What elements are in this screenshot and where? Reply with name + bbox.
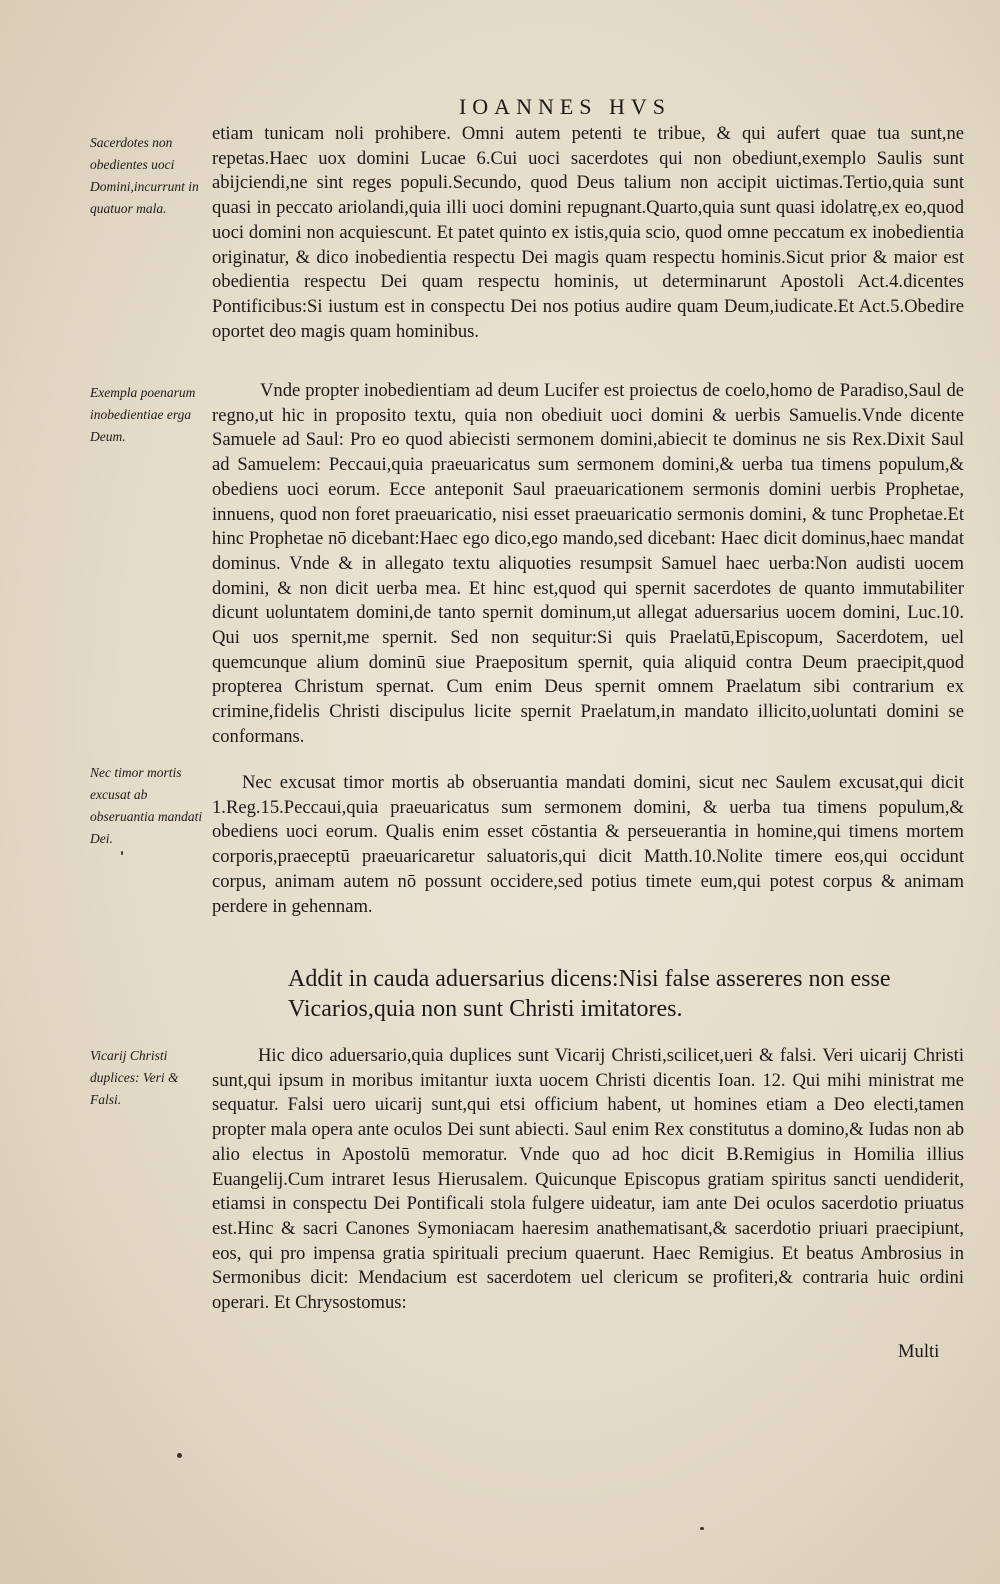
marginal-note-sacerdotes: Sacerdotes non obedientes uoci Domini,incurrunt in quatuor mala. bbox=[90, 135, 199, 216]
marginal-note-timor: Nec timor mortis excusat ab obseruantia mandati Dei. bbox=[90, 765, 203, 846]
paragraph-obedience: etiam tunicam noli prohibere. Omni autem petenti te tribue, & qui aufert quae tua sunt,ne repetas.Haec uox domini Lucae 6.Cui uoci sacerdotes qui non obediunt,exemplo Saulis sunt abijciendi,ne sint reges populi.Secundo, quod Deus talium non accipit uictimas.Tertio,quia sunt quasi in peccato ariolandi,quia illi uoci domini repugnant.Quarto,quia sunt quasi idolatrę,ex eo,quod uoci domini non acquiescunt. Et patet quinto ex istis,quia scio, quod omne peccatum ex inobedientia originatur, & dico inobedientia respectu Dei magis quam respectu hominis.Sicut prior & maior est obedientia respectu Dei quam respectu hominis, ut determinarunt Apostoli Act.4.dicentes Pontificibus:Si iustum est in conspectu Dei nos potius audire quam Deum,iudicate.Et Act.5.Obedire oportet deo magis quam hominibus. bbox=[212, 123, 964, 342]
marginal-note-vicarij: Vicarij Christi duplices: Veri & Falsi. bbox=[90, 1048, 179, 1107]
ink-speck bbox=[121, 851, 123, 855]
paragraph-disobedience-examples: Vnde propter inobedientiam ad deum Lucifer est proiectus de coelo,homo de Paradiso,Saul de regno,ut hic in proposito textu, quia non obediuit uoci domini & uerbis Samuelis.Vnde dicente Samuele ad Saul: Pro eo quod abiecisti sermonem domini,abiecit te dominus ne sis Rex.Dixit Saul ad Samuelem: Peccaui,quia praeuaricatus sum sermonem domini,& uerba tua timens populum,& obediens uoci eorum. Ecce anteponit Saul praeuaricationem sermonis domini uerbis Prophetae, innuens, quod non foret praeuaricatio, nisi esset praeuaricatio sermonis domini, & tunc Prophetae.Et hinc Prophetae nō dicebant:Haec ego dico,ego mando,sed dicebant: Haec dicit dominus,haec mandat dominus. Vnde & in allegato textu aliquoties resumpsit Samuel haec uerba:Non audisti uocem domini, & non dicit uerba mea. Et hinc est,quod qui spernit sacerdotes de quanto immutabiliter dicunt uoluntatem domini,de tanto spernit dominum,ut allegat aduersarius uocem domini, Luc.10. Qui uos spernit,me spernit. Sed non sequitur:Si quis Praelatū,Episcopum, Sacerdotem, uel quemcunque alium dominū siue Praepositum spernit, quia aliquid contra Deum praecipit,quod propterea Christum spernat. Cum enim Deus spernit omnem Praelatum sibi contrarium ex crimine,fidelis Christi discipulus licite spernit Praelatum,in mandato illicito,uoluntati domini se conformans. bbox=[212, 380, 964, 747]
catchword: Multi bbox=[898, 1341, 940, 1362]
running-header: IOANNES HVS bbox=[458, 94, 672, 119]
ink-speck bbox=[700, 1527, 704, 1530]
paragraph-fear-of-death: Nec excusat timor mortis ab obseruantia mandati domini, sicut nec Saulem excusat,qui dicit 1.Reg.15.Peccaui,quia praeuaricatus sum sermonem domini, & uerba tua timens populum,& obediens uoci eorum. Qualis enim esset cōstantia & perseuerantia in homine,qui timens mortem corporis,praeceptū praeuaricaretur saluatoris,qui dicit Matth.10.Nolite timere eos,qui occidunt corpus, animam autem nō possunt occidere,sed potius timete eum,qui potest corpus & animam perdere in gehennam. bbox=[212, 772, 964, 917]
ink-speck bbox=[177, 1453, 182, 1458]
paragraph-vicars: Hic dico aduersario,quia duplices sunt Vicarij Christi,scilicet,ueri & falsi. Veri uicarij Christi sunt,qui ipsum in moribus imitantur iuxta uocem Christi dicentis Ioan. 12. Qui mihi ministrat me sequatur. Falsi uero uicarij sunt,qui etsi officium habent, ut homines etiam a Deo electi,tamen propter mala opera ante oculos Dei sunt abiecti. Saul enim Rex constitutus a domino,& Iudas non ab alio electus in Apostolū memoratur. Vnde quo ad hoc dicit B.Remigius in Homilia illius Euangelij.Cum intraret Iesus Hierusalem. Quicunque Episcopus gratiam spiritus sancti uendiderit, etiamsi in conspectu Dei Pontificali stola fulgere uideatur, iam ante Dei oculos sacerdotio priuatus est.Hinc & sacri Canones Symoniacam haeresim anathematisant,& sacerdotio priuari praecipiunt, eos, qui pro impensa gratia spirituali precium quaerunt. Haec Remigius. Et beatus Ambrosius in Sermonibus dicit: Mendacium est sacerdotem uel clericum se profiteri,& contraria huic ordini operari. Et Chrysostomus: bbox=[212, 1045, 964, 1314]
adversary-objection: Addit in cauda aduersarius dicens:Nisi false assereres non esse Vicarios,quia non sunt Christi imitatores. bbox=[288, 966, 891, 1022]
marginal-note-exempla: Exempla poenarum inobedientiae erga Deum. bbox=[90, 385, 196, 444]
